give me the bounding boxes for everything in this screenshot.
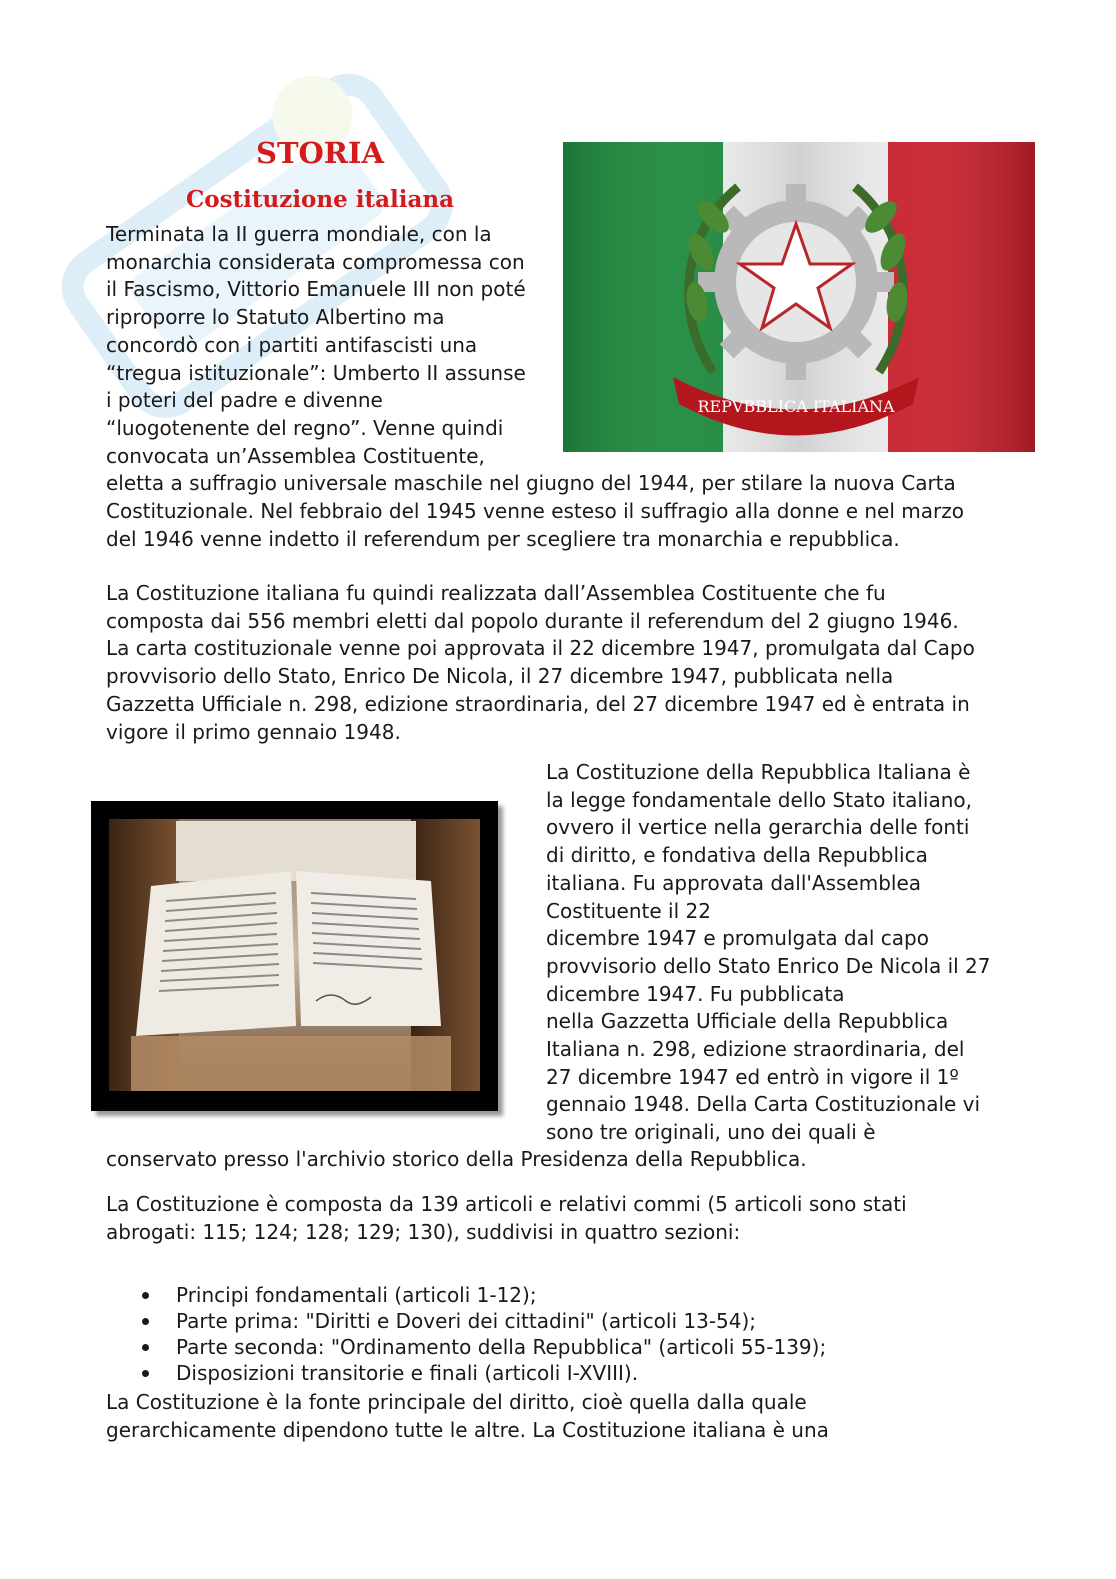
paragraph-definition: La Costituzione della Repubblica Italiana è la legge fondamentale dello Stato italiano, ovvero il vertice nella gerarchia delle fonti di diritto, e fondativa della Repubblica italiana. Fu approvata dall'Assemblea Costituente il 22 dicembre 1947 e promulgata dal capo provvisorio dello Stato Enrico De Nicola il 27 dicembre 1947. Fu pubblicata nella Gazzetta Ufficiale della Repubblica Italiana n. 298, edizione straordinaria, del 27 dicembre 1947 ed entrò in vigore il 1º gennaio 1948. Della Carta Costituzionale vi sono tre originali, uno dei quali è <box>546 760 991 1145</box>
constitution-document-photo <box>91 801 498 1111</box>
list-item: Parte prima: "Diritti e Doveri dei cittadini" (articoli 13-54); <box>106 1308 826 1334</box>
paragraph-history: Terminata la II guerra mondiale, con la monarchia considerata compromessa con il Fascismo, Vittorio Emanuele III non poté riproporre lo Statuto Albertino ma concordò con i partiti antifascisti una “tregua istituzionale”: Umberto II assunse i poteri del padre e divenne “luogotenente del regno”. Venne quindi convocata un’Assemblea Costituente, eletta a suffragio universale maschile nel giugno del 1944, per stilare la nuova Carta Costituzionale. Nel febbraio del 1945 venne esteso il suffragio alla donne e nel marzo del 1946 venne indetto il referendum per scegliere tra monarchia e repubblica. <box>106 222 964 551</box>
paragraph-source-of-law: La Costituzione è la fonte principale del diritto, cioè quella dalla quale gerarchicamente dipendono tutte le altre. La Costituzione italiana è una <box>106 1390 829 1442</box>
sections-list <box>106 1282 826 1386</box>
list-item: Disposizioni transitorie e finali (articoli I-XVIII). <box>106 1360 826 1386</box>
list-item: Principi fondamentali (articoli 1-12); <box>106 1282 826 1308</box>
paragraph-assembly: La Costituzione italiana fu quindi realizzata dall’Assemblea Costituente che fu composta dai 556 membri eletti dal popolo durante il referendum del 2 giugno 1946. La carta costituzionale venne poi approvata il 22 dicembre 1947, promulgata dal Capo provvisorio dello Stato, Enrico De Nicola, il 27 dicembre 1947, pubblicata nella Gazzetta Ufficiale n. 298, edizione straordinaria, del 27 dicembre 1947 ed è entrata in vigore il primo gennaio 1948. <box>106 581 975 744</box>
list-item: Parte seconda: "Ordinamento della Repubblica" (articoli 55-139); <box>106 1334 826 1360</box>
paragraph-definition-tail: conservato presso l'archivio storico della Presidenza della Repubblica. <box>106 1147 807 1171</box>
paragraph-structure: La Costituzione è composta da 139 articoli e relativi commi (5 articoli sono stati abrogati: 115; 124; 128; 129; 130), suddivisi in quattro sezioni: <box>106 1192 907 1244</box>
page-subtitle: Costituzione italiana <box>185 186 455 213</box>
emblem-motto: REPVBBLICA ITALIANA <box>697 397 895 416</box>
page-title: STORIA <box>256 136 384 170</box>
